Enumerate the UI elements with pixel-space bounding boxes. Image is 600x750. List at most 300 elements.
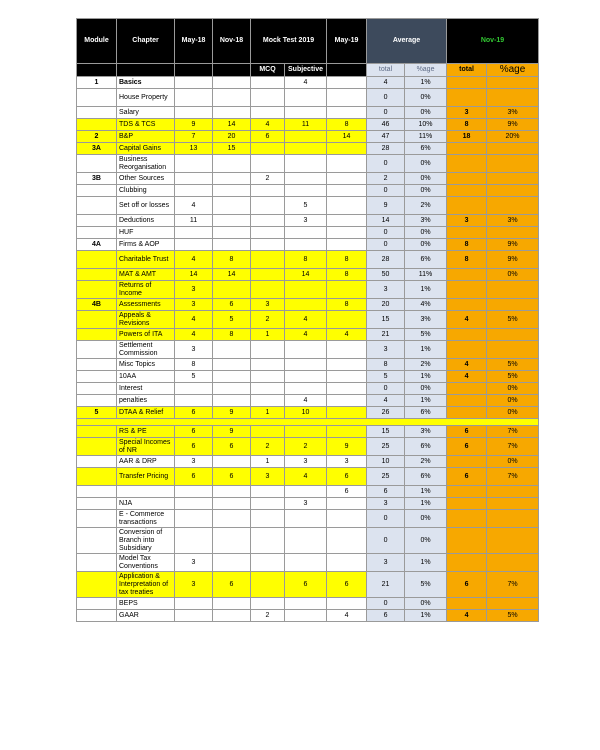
row-nov19-pct — [487, 486, 539, 498]
row-nov18: 6 — [213, 468, 251, 486]
row-nov19-pct: 7% — [487, 572, 539, 598]
row-average-total: 25 — [367, 468, 405, 486]
row-mcq — [251, 371, 285, 383]
row-mcq — [251, 107, 285, 119]
row-average-pct: 1% — [405, 498, 447, 510]
row-nov19-pct — [487, 89, 539, 107]
row-chapter: E - Commerce transactions — [117, 510, 175, 528]
table-row — [77, 227, 539, 239]
row-nov18 — [213, 239, 251, 251]
row-subjective — [285, 107, 327, 119]
row-average-total: 4 — [367, 395, 405, 407]
row-may19: 6 — [327, 486, 367, 498]
row-nov19-pct — [487, 598, 539, 610]
row-may19 — [327, 528, 367, 554]
row-nov18 — [213, 359, 251, 371]
subheader-blank — [327, 64, 367, 77]
table-row — [77, 468, 539, 486]
row-nov18 — [213, 281, 251, 299]
tax-chapter-analysis-table — [76, 18, 539, 622]
row-may19 — [327, 359, 367, 371]
row-average-total: 0 — [367, 185, 405, 197]
row-average-pct: 0% — [405, 383, 447, 395]
row-subjective — [285, 528, 327, 554]
row-may18: 7 — [175, 131, 213, 143]
row-chapter: Returns of Income — [117, 281, 175, 299]
row-mcq: 6 — [251, 131, 285, 143]
row-average-total: 21 — [367, 329, 405, 341]
row-may19: 14 — [327, 131, 367, 143]
row-average-pct: 2% — [405, 197, 447, 215]
row-nov19-total: 3 — [447, 215, 487, 227]
table-row — [77, 155, 539, 173]
row-subjective — [285, 299, 327, 311]
table-row — [77, 89, 539, 107]
row-module — [77, 281, 117, 299]
subheader-pct: %age — [405, 64, 447, 77]
row-may18 — [175, 77, 213, 89]
row-module — [77, 438, 117, 456]
table-row — [77, 598, 539, 610]
section-gap — [77, 419, 539, 426]
row-subjective: 4 — [285, 77, 327, 89]
row-module: 4A — [77, 239, 117, 251]
row-may19 — [327, 173, 367, 185]
row-module — [77, 119, 117, 131]
row-mcq — [251, 197, 285, 215]
row-module: 2 — [77, 131, 117, 143]
row-may19 — [327, 554, 367, 572]
row-may18: 3 — [175, 456, 213, 468]
table-row — [77, 572, 539, 598]
row-may19 — [327, 185, 367, 197]
row-average-total: 21 — [367, 572, 405, 598]
row-nov19-pct — [487, 185, 539, 197]
row-average-total: 4 — [367, 77, 405, 89]
row-nov18: 14 — [213, 269, 251, 281]
row-average-pct: 1% — [405, 77, 447, 89]
row-nov19-total — [447, 89, 487, 107]
row-subjective: 3 — [285, 498, 327, 510]
row-may18: 3 — [175, 281, 213, 299]
row-nov18 — [213, 371, 251, 383]
row-may19 — [327, 143, 367, 155]
table-row — [77, 185, 539, 197]
row-may19: 8 — [327, 251, 367, 269]
row-average-pct: 1% — [405, 610, 447, 622]
subheader-nov-total: total — [447, 64, 487, 77]
row-module — [77, 498, 117, 510]
row-nov19-total — [447, 510, 487, 528]
row-may19: 8 — [327, 119, 367, 131]
row-module — [77, 269, 117, 281]
row-subjective: 2 — [285, 438, 327, 456]
row-nov19-total — [447, 498, 487, 510]
table-row — [77, 215, 539, 227]
row-average-pct: 6% — [405, 438, 447, 456]
row-subjective — [285, 239, 327, 251]
row-may19: 3 — [327, 456, 367, 468]
row-mcq: 2 — [251, 610, 285, 622]
row-may19: 8 — [327, 299, 367, 311]
row-may19 — [327, 197, 367, 215]
row-module — [77, 572, 117, 598]
row-nov18 — [213, 383, 251, 395]
row-module — [77, 383, 117, 395]
table-row — [77, 438, 539, 456]
row-nov18 — [213, 185, 251, 197]
row-chapter: Other Sources — [117, 173, 175, 185]
row-module: 4B — [77, 299, 117, 311]
row-subjective: 10 — [285, 407, 327, 419]
row-nov19-total — [447, 299, 487, 311]
row-chapter: RS & PE — [117, 426, 175, 438]
row-nov19-total — [447, 383, 487, 395]
row-nov18 — [213, 456, 251, 468]
row-module: 5 — [77, 407, 117, 419]
row-chapter — [117, 486, 175, 498]
row-may19: 6 — [327, 572, 367, 598]
row-nov19-total: 4 — [447, 371, 487, 383]
row-subjective — [285, 359, 327, 371]
row-nov18 — [213, 395, 251, 407]
row-module — [77, 395, 117, 407]
row-average-pct: 10% — [405, 119, 447, 131]
row-subjective — [285, 143, 327, 155]
subheader-blank — [175, 64, 213, 77]
row-nov19-pct: 0% — [487, 456, 539, 468]
row-chapter: Basics — [117, 77, 175, 89]
row-average-pct: 6% — [405, 468, 447, 486]
row-may19 — [327, 239, 367, 251]
row-may18: 5 — [175, 371, 213, 383]
row-subjective: 4 — [285, 468, 327, 486]
row-module — [77, 251, 117, 269]
table-row — [77, 359, 539, 371]
subheader-blank — [77, 64, 117, 77]
row-nov18: 15 — [213, 143, 251, 155]
row-subjective — [285, 486, 327, 498]
row-nov19-total: 3 — [447, 107, 487, 119]
row-mcq — [251, 510, 285, 528]
row-may19 — [327, 311, 367, 329]
subheader-blank — [213, 64, 251, 77]
row-average-pct: 5% — [405, 329, 447, 341]
row-nov19-total — [447, 341, 487, 359]
row-may18: 3 — [175, 554, 213, 572]
row-chapter: NJA — [117, 498, 175, 510]
row-nov19-pct: 5% — [487, 359, 539, 371]
row-nov19-pct: 0% — [487, 269, 539, 281]
row-nov19-pct — [487, 155, 539, 173]
row-average-pct: 2% — [405, 359, 447, 371]
row-chapter: Deductions — [117, 215, 175, 227]
row-nov18 — [213, 155, 251, 173]
row-module — [77, 215, 117, 227]
row-average-pct: 0% — [405, 510, 447, 528]
row-nov19-total — [447, 456, 487, 468]
row-may19 — [327, 395, 367, 407]
row-mcq: 2 — [251, 311, 285, 329]
row-module — [77, 456, 117, 468]
row-mcq — [251, 359, 285, 371]
row-module — [77, 426, 117, 438]
row-nov19-total: 4 — [447, 359, 487, 371]
row-module: 3B — [77, 173, 117, 185]
row-may19: 8 — [327, 269, 367, 281]
row-nov18 — [213, 510, 251, 528]
row-mcq — [251, 269, 285, 281]
row-nov19-pct: 9% — [487, 239, 539, 251]
row-subjective — [285, 554, 327, 572]
row-average-total: 47 — [367, 131, 405, 143]
row-subjective — [285, 281, 327, 299]
row-average-total: 2 — [367, 173, 405, 185]
row-average-total: 28 — [367, 251, 405, 269]
row-subjective: 3 — [285, 215, 327, 227]
row-nov19-pct — [487, 528, 539, 554]
row-mcq — [251, 155, 285, 173]
row-subjective — [285, 598, 327, 610]
subheader-nov-pct: %age — [487, 64, 539, 77]
row-average-pct: 2% — [405, 456, 447, 468]
header-mock-test: Mock Test 2019 — [251, 19, 327, 64]
row-may19: 6 — [327, 468, 367, 486]
row-subjective — [285, 341, 327, 359]
row-nov19-pct: 0% — [487, 383, 539, 395]
table-row — [77, 498, 539, 510]
row-average-total: 0 — [367, 239, 405, 251]
row-subjective: 6 — [285, 572, 327, 598]
row-mcq: 3 — [251, 299, 285, 311]
row-may18: 14 — [175, 269, 213, 281]
row-nov19-pct — [487, 554, 539, 572]
row-chapter: House Property — [117, 89, 175, 107]
subheader-blank — [117, 64, 175, 77]
row-average-total: 0 — [367, 598, 405, 610]
row-mcq — [251, 77, 285, 89]
row-nov18 — [213, 498, 251, 510]
row-nov19-total: 8 — [447, 251, 487, 269]
row-may18 — [175, 89, 213, 107]
row-average-pct: 3% — [405, 426, 447, 438]
row-module — [77, 510, 117, 528]
row-may18 — [175, 486, 213, 498]
row-subjective: 4 — [285, 311, 327, 329]
row-nov18 — [213, 107, 251, 119]
row-chapter: penalties — [117, 395, 175, 407]
row-mcq — [251, 341, 285, 359]
row-nov19-total — [447, 598, 487, 610]
row-chapter: Charitable Trust — [117, 251, 175, 269]
table-row — [77, 251, 539, 269]
row-nov19-total: 18 — [447, 131, 487, 143]
row-nov19-pct — [487, 197, 539, 215]
row-average-total: 0 — [367, 510, 405, 528]
row-may18: 4 — [175, 311, 213, 329]
row-mcq — [251, 486, 285, 498]
row-average-pct: 0% — [405, 185, 447, 197]
row-nov18 — [213, 341, 251, 359]
table-row — [77, 395, 539, 407]
row-mcq: 1 — [251, 407, 285, 419]
row-module — [77, 610, 117, 622]
row-nov18: 6 — [213, 438, 251, 456]
row-nov18 — [213, 486, 251, 498]
row-nov18 — [213, 610, 251, 622]
row-nov19-pct: 7% — [487, 438, 539, 456]
row-may19 — [327, 281, 367, 299]
row-subjective — [285, 155, 327, 173]
row-may18 — [175, 528, 213, 554]
row-may18: 13 — [175, 143, 213, 155]
row-may18: 4 — [175, 251, 213, 269]
table-row — [77, 197, 539, 215]
row-average-pct: 6% — [405, 407, 447, 419]
row-may19 — [327, 107, 367, 119]
row-may19: 9 — [327, 438, 367, 456]
row-module — [77, 598, 117, 610]
row-mcq — [251, 598, 285, 610]
row-nov18: 6 — [213, 299, 251, 311]
row-chapter: BEPS — [117, 598, 175, 610]
row-average-pct: 11% — [405, 131, 447, 143]
row-nov19-total — [447, 486, 487, 498]
row-nov19-total — [447, 554, 487, 572]
row-module: 1 — [77, 77, 117, 89]
row-nov18 — [213, 227, 251, 239]
row-nov19-total: 6 — [447, 572, 487, 598]
row-chapter: Capital Gains — [117, 143, 175, 155]
row-nov19-total — [447, 281, 487, 299]
table-row — [77, 426, 539, 438]
row-average-pct: 0% — [405, 173, 447, 185]
row-may18 — [175, 498, 213, 510]
row-average-total: 28 — [367, 143, 405, 155]
table-row — [77, 510, 539, 528]
row-module — [77, 486, 117, 498]
row-nov19-pct: 7% — [487, 426, 539, 438]
row-nov19-pct: 5% — [487, 371, 539, 383]
row-chapter: Set off or losses — [117, 197, 175, 215]
row-average-pct: 0% — [405, 598, 447, 610]
row-mcq — [251, 383, 285, 395]
row-nov18 — [213, 89, 251, 107]
row-nov18: 14 — [213, 119, 251, 131]
row-may19 — [327, 89, 367, 107]
row-average-pct: 11% — [405, 269, 447, 281]
table-row — [77, 456, 539, 468]
row-average-pct: 0% — [405, 239, 447, 251]
row-nov19-total: 8 — [447, 239, 487, 251]
table-row — [77, 383, 539, 395]
row-module — [77, 89, 117, 107]
row-chapter: Salary — [117, 107, 175, 119]
row-nov18: 8 — [213, 329, 251, 341]
table-row — [77, 528, 539, 554]
row-nov18: 20 — [213, 131, 251, 143]
row-nov19-pct — [487, 341, 539, 359]
row-nov19-pct — [487, 143, 539, 155]
row-nov19-pct: 5% — [487, 610, 539, 622]
row-subjective: 14 — [285, 269, 327, 281]
row-mcq: 4 — [251, 119, 285, 131]
row-mcq — [251, 227, 285, 239]
row-chapter: Conversion of Branch into Subsidiary — [117, 528, 175, 554]
row-nov19-total — [447, 395, 487, 407]
row-average-pct: 1% — [405, 341, 447, 359]
table-row — [77, 329, 539, 341]
row-nov19-total — [447, 173, 487, 185]
row-nov19-total — [447, 77, 487, 89]
row-average-pct: 1% — [405, 554, 447, 572]
row-nov19-pct — [487, 281, 539, 299]
row-nov18 — [213, 528, 251, 554]
row-may19: 4 — [327, 610, 367, 622]
row-mcq — [251, 185, 285, 197]
row-nov19-pct: 9% — [487, 251, 539, 269]
row-chapter: Firms & AOP — [117, 239, 175, 251]
table-row — [77, 173, 539, 185]
row-chapter: Appeals & Revisions — [117, 311, 175, 329]
row-average-total: 10 — [367, 456, 405, 468]
table-row — [77, 554, 539, 572]
row-nov19-total: 6 — [447, 468, 487, 486]
row-chapter: Settlement Commission — [117, 341, 175, 359]
row-mcq — [251, 572, 285, 598]
row-may18 — [175, 155, 213, 173]
section-gap-row — [77, 419, 539, 426]
row-may19: 4 — [327, 329, 367, 341]
row-may18: 6 — [175, 468, 213, 486]
table-row — [77, 107, 539, 119]
row-may18: 6 — [175, 438, 213, 456]
row-chapter: HUF — [117, 227, 175, 239]
row-subjective — [285, 185, 327, 197]
row-mcq — [251, 239, 285, 251]
row-chapter: B&P — [117, 131, 175, 143]
row-nov19-total — [447, 227, 487, 239]
row-mcq: 3 — [251, 468, 285, 486]
row-may18 — [175, 227, 213, 239]
row-chapter: MAT & AMT — [117, 269, 175, 281]
row-subjective: 4 — [285, 329, 327, 341]
table-row — [77, 371, 539, 383]
row-module — [77, 197, 117, 215]
row-chapter: AAR & DRP — [117, 456, 175, 468]
row-average-pct: 1% — [405, 395, 447, 407]
row-subjective — [285, 227, 327, 239]
row-nov18: 5 — [213, 311, 251, 329]
row-may18: 6 — [175, 426, 213, 438]
row-may19 — [327, 77, 367, 89]
row-average-total: 0 — [367, 89, 405, 107]
row-may18 — [175, 107, 213, 119]
row-subjective: 4 — [285, 395, 327, 407]
row-subjective: 8 — [285, 251, 327, 269]
row-chapter: Powers of ITA — [117, 329, 175, 341]
row-nov18 — [213, 173, 251, 185]
row-nov19-pct — [487, 173, 539, 185]
row-nov19-pct: 0% — [487, 407, 539, 419]
row-nov19-pct: 0% — [487, 395, 539, 407]
table-row — [77, 131, 539, 143]
row-average-total: 20 — [367, 299, 405, 311]
row-average-total: 15 — [367, 311, 405, 329]
row-mcq — [251, 426, 285, 438]
row-may18 — [175, 610, 213, 622]
row-average-pct: 4% — [405, 299, 447, 311]
